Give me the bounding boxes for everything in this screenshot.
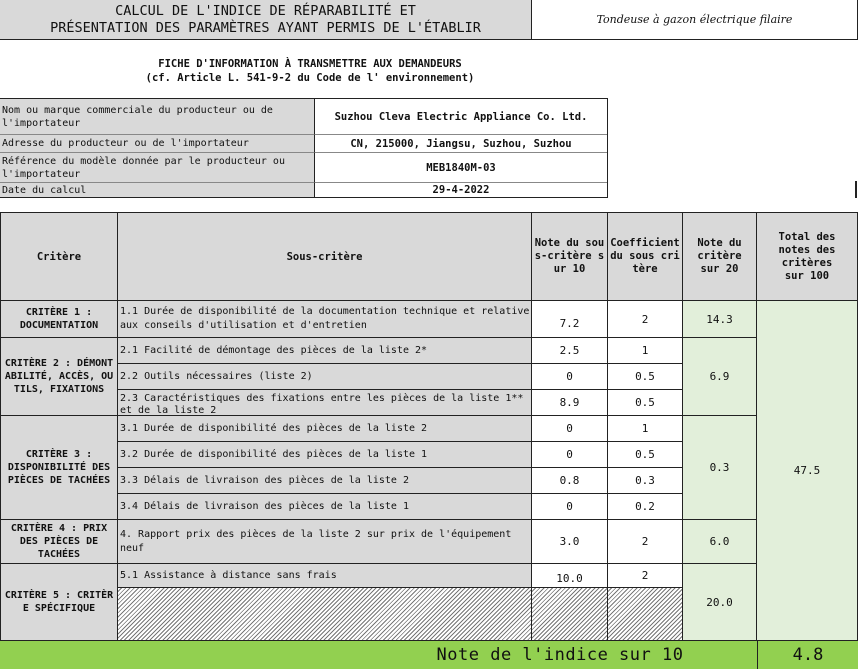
- sub-row-2-2-note: 0: [532, 364, 608, 390]
- sub-row-3-2-coef: 0.5: [608, 442, 683, 468]
- critere-5-name: CRITÈRE 5 : CRITÈRE SPÉCIFIQUE: [0, 564, 118, 640]
- critere-3-note: 0.3: [683, 416, 757, 520]
- critere-1-note: 14.3: [683, 301, 757, 338]
- sub-row-5-1-note: 10.0: [532, 564, 608, 588]
- sub-row-5-1-label: 5.1 Assistance à distance sans frais: [118, 564, 532, 588]
- total-notes: 47.5: [757, 301, 858, 640]
- sub-row-1-1-note: 7.2: [532, 301, 608, 338]
- info-value-3: MEB1840M-03: [315, 153, 607, 183]
- sub-row-4-note: 3.0: [532, 520, 608, 564]
- sub-row-3-4-coef: 0.2: [608, 494, 683, 520]
- hatched-empty-coef: [608, 588, 683, 640]
- sub-row-5-1-coef: 2: [608, 564, 683, 588]
- header-coef: Coefficient du sous critère: [608, 212, 683, 301]
- critere-1-name: CRITÈRE 1 : DOCUMENTATION: [0, 301, 118, 338]
- info-value-2: CN, 215000, Jiangsu, Suzhou, Suzhou: [315, 135, 607, 153]
- sub-row-3-1-coef: 1: [608, 416, 683, 442]
- sub-row-2-3-coef: 0.5: [608, 390, 683, 416]
- sub-row-3-3-note: 0.8: [532, 468, 608, 494]
- fiche-title: [0, 56, 620, 86]
- critere-4-name: CRITÈRE 4 : PRIX DES PIÈCES DE TACHÉES: [0, 520, 118, 564]
- product-name: Tondeuse à gazon électrique filaire: [532, 0, 858, 40]
- critere-3-name: CRITÈRE 3 : DISPONIBILITÉ DES PIÈCES DE TACHÉES: [0, 416, 118, 520]
- fiche-line2: (cf. Article L. 541-9-2 du Code de l' environnement): [145, 72, 475, 84]
- title-line2: PRÉSENTATION DES PARAMÈTRES AYANT PERMIS DE L'ÉTABLIR: [50, 19, 481, 36]
- sub-row-3-4-label: 3.4 Délais de livraison des pièces de la liste 1: [118, 494, 532, 520]
- info-label-2: Adresse du producteur ou de l'importateur: [0, 135, 315, 153]
- critere-2-note: 6.9: [683, 338, 757, 416]
- sub-row-3-3-coef: 0.3: [608, 468, 683, 494]
- sub-row-3-2-note: 0: [532, 442, 608, 468]
- sub-row-2-1-coef: 1: [608, 338, 683, 364]
- critere-5-note: 20.0: [683, 564, 757, 640]
- sub-row-3-4-note: 0: [532, 494, 608, 520]
- header-note-sous: Note du sous-critère sur 10: [532, 212, 608, 301]
- sub-row-2-2-label: 2.2 Outils nécessaires (liste 2): [118, 364, 532, 390]
- sub-row-4-label: 4. Rapport prix des pièces de la liste 2 sur prix de l'équipement neuf: [118, 520, 532, 564]
- hatched-empty-label: [118, 588, 532, 640]
- hatched-empty-note: [532, 588, 608, 640]
- footer-value: 4.8: [757, 641, 858, 669]
- info-label-4: Date du calcul: [0, 183, 315, 197]
- sub-row-4-coef: 2: [608, 520, 683, 564]
- sub-row-3-1-note: 0: [532, 416, 608, 442]
- sub-row-2-1-note: 2.5: [532, 338, 608, 364]
- sub-row-2-3-note: 8.9: [532, 390, 608, 416]
- sub-row-2-3-label: 2.3 Caractéristiques des fixations entre les pièces de la liste 1** et de la liste 2: [118, 390, 532, 416]
- info-value-1: Suzhou Cleva Electric Appliance Co. Ltd.: [315, 99, 607, 135]
- critere-2-name: CRITÈRE 2 : DÉMONTABILITÉ, ACCÈS, OUTILS, FIXATIONS: [0, 338, 118, 416]
- fiche-line1: FICHE D'INFORMATION À TRANSMETTRE AUX DEMANDEURS: [158, 58, 462, 70]
- sub-row-1-1-label: 1.1 Durée de disponibilité de la documentation technique et relative aux conseils d'utilisation et d'entretien: [118, 301, 532, 338]
- sub-row-3-2-label: 3.2 Durée de disponibilité des pièces de la liste 1: [118, 442, 532, 468]
- header-sous-critere: Sous-critère: [118, 212, 532, 301]
- header-note-critere: Note du critère sur 20: [683, 212, 757, 301]
- footer-label: Note de l'indice sur 10: [436, 645, 684, 665]
- sub-row-2-1-label: 2.1 Facilité de démontage des pièces de la liste 2*: [118, 338, 532, 364]
- divider-mark: [855, 181, 857, 198]
- sub-row-3-1-label: 3.1 Durée de disponibilité des pièces de la liste 2: [118, 416, 532, 442]
- critere-4-note: 6.0: [683, 520, 757, 564]
- title-box: [0, 0, 532, 40]
- info-value-4: 29-4-2022: [315, 183, 607, 197]
- info-label-1: Nom ou marque commerciale du producteur ou de l'importateur: [0, 99, 315, 135]
- info-label-3: Référence du modèle donnée par le producteur ou l'importateur: [0, 153, 315, 183]
- title-line1: CALCUL DE L'INDICE DE RÉPARABILITÉ ET: [115, 2, 416, 19]
- sub-row-1-1-coef: 2: [608, 301, 683, 338]
- header-critere: Critère: [0, 212, 118, 301]
- sub-row-3-3-label: 3.3 Délais de livraison des pièces de la liste 2: [118, 468, 532, 494]
- sub-row-2-2-coef: 0.5: [608, 364, 683, 390]
- header-total: Total des notes des critères sur 100: [757, 212, 858, 301]
